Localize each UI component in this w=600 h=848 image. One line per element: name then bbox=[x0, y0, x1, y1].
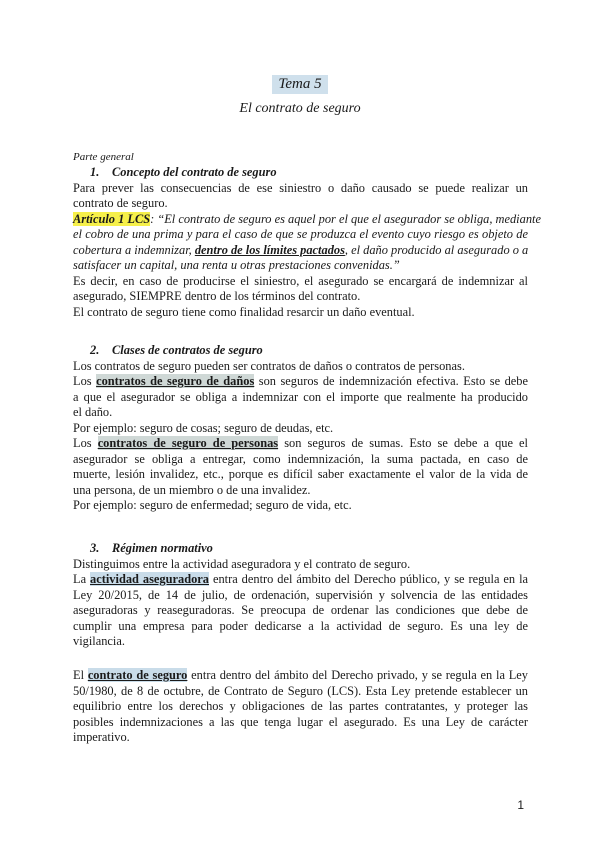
article-quote-line: el cobro de una prima y para el caso de que se produzca el evento cuyo riesgo es objeto de bbox=[73, 227, 528, 241]
article-label: Artículo 1 LCS bbox=[73, 211, 151, 226]
article-emphasis: dentro de los límites pactados bbox=[194, 242, 345, 257]
section-1-title: Concepto del contrato de seguro bbox=[112, 165, 277, 179]
article-quote-line bbox=[73, 243, 528, 259]
section-2-heading bbox=[73, 343, 528, 359]
paragraph-line: a que el asegurador se obliga a indemnizar con el importe que realmente ha producido bbox=[73, 389, 528, 404]
highlight-persons-insurance: contratos de seguro de personas bbox=[97, 436, 279, 450]
paragraph-line: imperativo. bbox=[73, 730, 130, 744]
paragraph-line: El contrato de seguro tiene como finalidad resarcir un daño eventual. bbox=[73, 304, 415, 319]
paragraph-line bbox=[73, 668, 528, 684]
paragraph-line bbox=[73, 572, 528, 588]
document-subtitle: El contrato de seguro bbox=[239, 101, 361, 116]
section-1-heading bbox=[73, 165, 528, 181]
highlight-damages-insurance: contratos de seguro de daños bbox=[96, 374, 255, 388]
paragraph-line: asegurado, SIEMPRE dentro de los términos del contrato. bbox=[73, 289, 361, 303]
example-line: Por ejemplo: seguro de cosas; seguro de deudas, etc. bbox=[73, 420, 334, 435]
text-run: El bbox=[73, 668, 88, 682]
article-text: : “El contrato de seguro es aquel por el que el asegurador se obliga, mediante bbox=[150, 211, 541, 226]
text-run: Los bbox=[73, 436, 98, 450]
page-number: 1 bbox=[517, 798, 524, 812]
topic-title: Tema 5 bbox=[272, 75, 327, 94]
text-run: entra dentro del ámbito del Derecho público, y se regula en la bbox=[208, 572, 529, 586]
section-1 bbox=[73, 165, 541, 320]
paragraph-line: asegurador se obliga a entregar, como indemnización, la suma pactada, en caso de bbox=[73, 451, 528, 466]
text-run: entra dentro del ámbito del Derecho privado, y se regula en la Ley bbox=[187, 668, 529, 682]
text-run: son seguros de indemnización efectiva. Esto se debe bbox=[254, 374, 528, 388]
paragraph-line: 50/1980, de 8 de octubre, de Contrato de Seguro (LCS). Esta Ley pretende establecer un bbox=[73, 683, 528, 698]
section-3-contract bbox=[73, 668, 528, 746]
paragraph-line: equilibrio entre los derechos y obligaciones de las partes contratantes, y proteger las bbox=[73, 699, 528, 713]
highlight-insurance-activity: actividad aseguradora bbox=[90, 572, 209, 586]
article-text: cobertura a indemnizar, bbox=[73, 242, 195, 257]
text-run: La bbox=[73, 572, 91, 586]
article-quote-line bbox=[73, 211, 541, 228]
text-run: Los bbox=[73, 374, 97, 388]
paragraph-line: aseguradoras y reaseguradoras. Se preocupa de ordenar las condiciones que debe de bbox=[73, 603, 528, 617]
paragraph-line bbox=[73, 436, 528, 452]
paragraph-line: posibles indemnizaciones a las que tenga lugar el asegurado. Es una Ley de carácter bbox=[73, 714, 528, 729]
paragraph-line: Es decir, en caso de producirse el siniestro, el asegurado se encargará de indemnizar al bbox=[73, 273, 528, 288]
highlight-insurance-contract: contrato de seguro bbox=[87, 668, 188, 682]
section-3-title: Régimen normativo bbox=[112, 541, 213, 555]
paragraph-line: Para prever las consecuencias de ese siniestro o daño causado se puede realizar un bbox=[73, 180, 528, 195]
section-label-block bbox=[73, 150, 528, 166]
paragraph-line: una persona, de un miembro o de una invalidez. bbox=[73, 482, 311, 497]
paragraph-line bbox=[73, 374, 528, 390]
paragraph-line: Los contratos de seguro pueden ser contratos de daños o contratos de personas. bbox=[73, 358, 465, 373]
section-3 bbox=[73, 541, 528, 650]
example-line: Por ejemplo: seguro de enfermedad; seguro de vida, etc. bbox=[73, 498, 352, 512]
article-text: , el daño producido al asegurado o a bbox=[344, 242, 529, 257]
section-2 bbox=[73, 343, 528, 514]
paragraph-line: el daño. bbox=[73, 405, 113, 419]
title-wrap bbox=[0, 75, 600, 94]
section-label: Parte general bbox=[73, 151, 134, 163]
paragraph-line: Ley 20/2015, de 14 de julio, de ordenación, supervisión y solvencia de las entidades bbox=[73, 587, 528, 602]
section-1-number: 1. bbox=[90, 165, 100, 179]
paragraph-line: cumplir una empresa para poder dedicarse a la actividad de seguro. Es una ley de bbox=[73, 618, 528, 633]
paragraph-line: vigilancia. bbox=[73, 634, 125, 648]
section-2-number: 2. bbox=[90, 343, 100, 357]
paragraph-line: muerte, lesión invalidez, etc., porque es difícil saber exactamente el valor de la vida de bbox=[73, 467, 528, 481]
section-2-title: Clases de contratos de seguro bbox=[112, 343, 263, 357]
paragraph-line: Distinguimos entre la actividad aseguradora y el contrato de seguro. bbox=[73, 556, 411, 571]
section-3-heading bbox=[73, 541, 528, 557]
article-quote-line: satisfacer un capital, una renta u otras prestaciones convenidas.” bbox=[73, 258, 400, 272]
section-3-number: 3. bbox=[90, 541, 100, 555]
text-run: son seguros de sumas. Esto se debe a que el bbox=[278, 436, 528, 450]
paragraph-line: contrato de seguro. bbox=[73, 196, 168, 210]
